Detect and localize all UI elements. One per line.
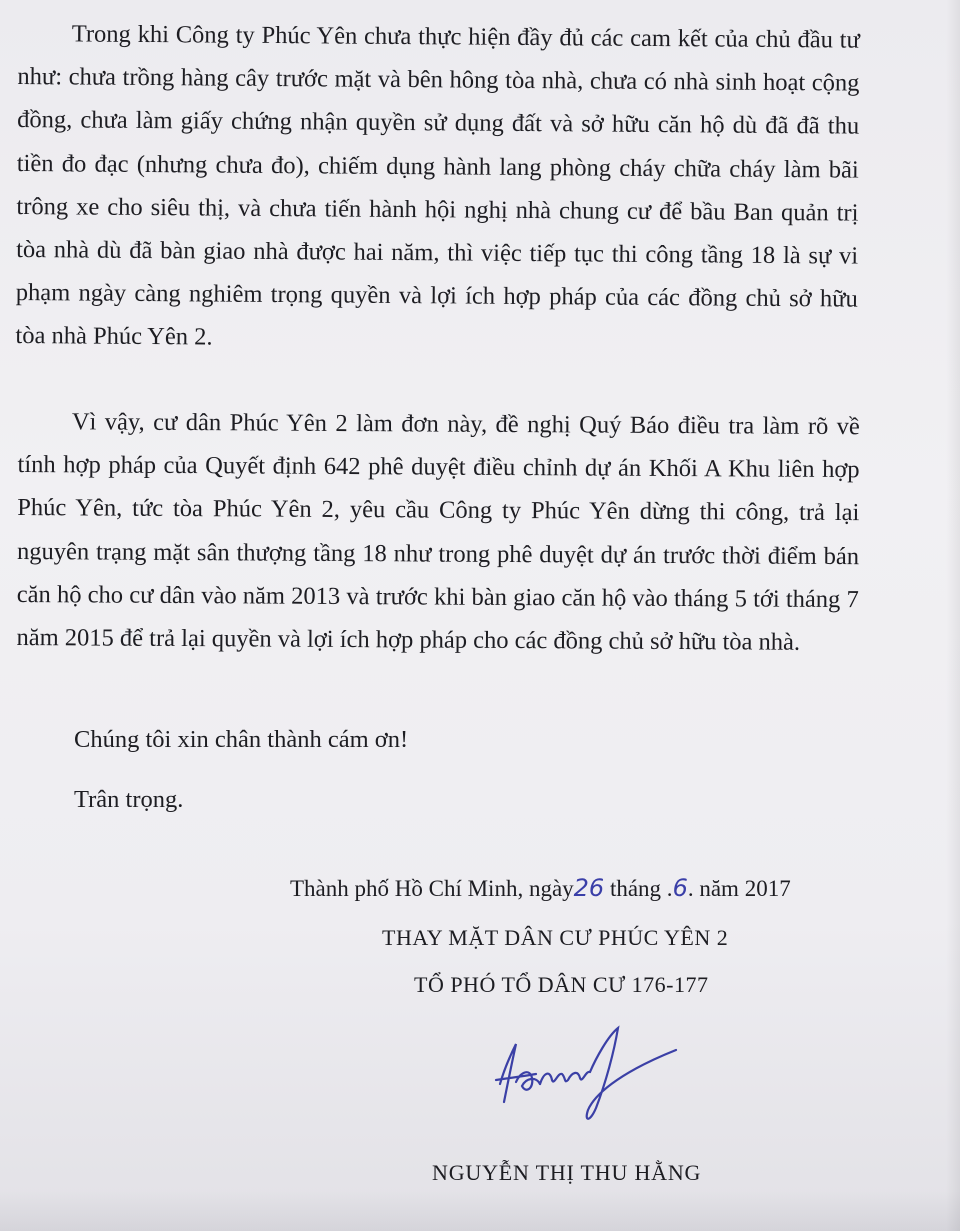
closing-regards: Trân trọng. — [74, 786, 184, 813]
date-line — [290, 874, 890, 902]
paper-edge-shadow — [946, 0, 960, 1231]
signer-name: NGUYỄN THỊ THU HẰNG — [432, 1160, 702, 1185]
closing-thanks: Chúng tôi xin chân thành cám ơn! — [74, 726, 409, 753]
role-line-1: THAY MẶT DÂN CƯ PHÚC YÊN 2 — [382, 925, 729, 950]
bottom-shadow — [0, 1191, 960, 1231]
paragraph-2: Vì vậy, cư dân Phúc Yên 2 làm đơn này, đề nghị Quý Báo điều tra làm rõ về tính hợp pháp của Quyết định 642 phê duyệt điều chỉnh dự án Khối A Khu liên hợp Phúc Yên, tức tòa Phúc Yên 2, yêu cầu Công ty Phúc Yên dừng thi công, trả lại nguyên trạng mặt sân thượng tầng 18 như trong phê duyệt dự án trước thời điểm bán căn hộ cho cư dân vào năm 2013 và trước khi bàn giao căn hộ vào tháng 5 tới tháng 7 năm 2015 để trả lại quyền và lợi ích hợp pháp cho các đồng chủ sở hữu tòa nhà. — [16, 408, 860, 656]
role-line-2: TỔ PHÓ TỔ DÂN CƯ 176-177 — [414, 972, 709, 997]
date-month-handwritten: 6 — [672, 874, 688, 902]
date-place-prefix: Thành phố Hồ Chí Minh, ngày — [290, 876, 574, 901]
handwritten-signature — [486, 1022, 686, 1126]
date-day-handwritten: 26 — [573, 874, 605, 902]
date-year-label: . năm 2017 — [687, 876, 791, 901]
paragraph-1: Trong khi Công ty Phúc Yên chưa thực hiện đầy đủ các cam kết của chủ đầu tư như: chưa trồng hàng cây trước mặt và bên hông tòa nhà, chưa có nhà sinh hoạt cộng đồng, chưa làm giấy chứng nhận quyền sử dụng đất và sở hữu căn hộ dù đã đã thu tiền đo đạc (nhưng chưa đo), chiếm dụng hành lang phòng cháy chữa cháy làm bãi trông xe cho siêu thị, và chưa tiến hành hội nghị nhà chung cư để bầu Ban quản trị tòa nhà dù đã bàn giao nhà được hai năm, thì việc tiếp tục thi công tầng 18 là sự vi phạm ngày càng nghiêm trọng quyền và lợi ích hợp pháp của các đồng chủ sở hữu tòa nhà Phúc Yên 2. — [15, 20, 860, 351]
date-month-label: tháng . — [604, 876, 673, 901]
